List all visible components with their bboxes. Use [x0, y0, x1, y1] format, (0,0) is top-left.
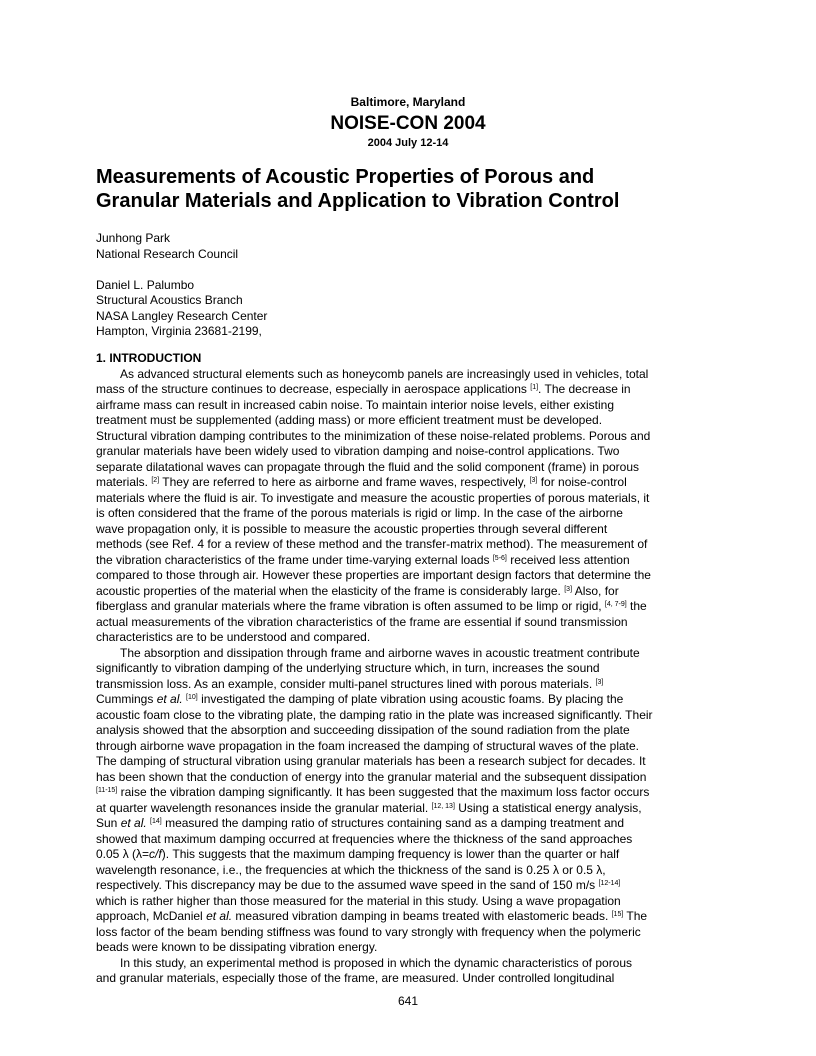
- author-name: Junhong Park: [96, 231, 171, 245]
- text-line: methods (see Ref. 4 for a review of these method and the transfer-matrix method). The measurement of: [96, 537, 648, 551]
- section-heading: 1. INTRODUCTION: [96, 351, 202, 365]
- text-line: Cummings et al. [10] investigated the damping of plate vibration using acoustic foams. By placing the: [96, 692, 624, 706]
- italic-term: et al.: [206, 909, 233, 923]
- text-line: acoustic properties of the material when the elasticity of the frame is considerably large. [3] Also, for: [96, 583, 619, 598]
- text-line: has been shown that the conduction of energy into the granular material and the subsequent dissipation: [96, 769, 647, 784]
- text-line: significantly to vibration damping of the underlying structure which, in turn, increases the sound: [96, 661, 600, 675]
- author-affiliation: NASA Langley Research Center: [96, 308, 268, 323]
- citation-ref: [15]: [611, 911, 624, 918]
- citation-ref: [10]: [186, 694, 198, 701]
- text-line: characteristics are to be understood and compared.: [96, 630, 371, 644]
- text-line: materials where the fluid is air. To investigate and measure the acoustic properties of porous materials, it: [96, 490, 650, 505]
- text-line: granular materials have been widely used to vibration damping and noise-control applications. Two: [96, 444, 620, 458]
- author-address: Hampton, Virginia 23681-2199,: [96, 324, 262, 338]
- italic-term: et al.: [120, 816, 147, 830]
- text-line: showed that maximum damping occurred at frequencies where the thickness of the sand approaches: [96, 831, 633, 846]
- body-text: [96, 351, 720, 987]
- paragraph: [96, 956, 720, 987]
- text-line: respectively. This discrepancy may be due to the assumed wave speed in the sand of 150 m/s [12-14]: [96, 878, 621, 892]
- citation-ref: [3]: [529, 477, 538, 484]
- text-line: separate dilatational waves can propagate through the fluid and the solid component (frame) in porous: [96, 459, 640, 474]
- author-affiliation: National Research Council: [96, 246, 239, 261]
- text-line: the vibration characteristics of the frame under time-varying external loads [5-6] received less attention: [96, 552, 630, 567]
- text-line: Structural vibration damping contributes to the minimization of these noise-related problems. Porous and: [96, 428, 651, 443]
- text-line: which is rather higher than those measured for the material in this study. Using a wave propagation: [96, 893, 621, 908]
- text-line: The damping of structural vibration using granular materials has been a research subject for decades. It: [96, 754, 646, 768]
- conference-location: Baltimore, Maryland: [350, 95, 466, 109]
- text-line: materials. [2] They are referred to here as airborne and frame waves, respectively, [3] for noise-control: [96, 475, 627, 489]
- author-name: Daniel L. Palumbo: [96, 277, 195, 292]
- italic-term: c/f: [149, 847, 162, 861]
- citation-ref: [2]: [151, 477, 160, 484]
- conference-name: NOISE-CON 2004: [330, 113, 486, 134]
- text-line: actual measurements of the vibration characteristics of the frame are essential if sound transmission: [96, 614, 628, 629]
- text-line: transmission loss. As an example, consider multi-panel structures lined with porous materials. [3]: [96, 676, 604, 691]
- author-list: [96, 231, 267, 340]
- text-line: wavelength resonance, i.e., the frequencies at which the thickness of the sand is 0.25 λ or 0.5 λ,: [96, 862, 606, 877]
- text-line: Sun et al. [14] measured the damping ratio of structures containing sand as a damping treatment and: [96, 816, 625, 830]
- text-line: As advanced structural elements such as honeycomb panels are increasingly used in vehicles, total: [120, 366, 649, 381]
- citation-ref: [14]: [150, 818, 162, 825]
- text-line: analysis showed that the absorption and succeeding dissipation of the sound radiation from the plate: [96, 723, 630, 737]
- text-line: [11-15] raise the vibration damping significantly. It has been suggested that the maximum loss factor occurs: [96, 785, 650, 799]
- citation-ref: [3]: [595, 678, 604, 686]
- text-line: beads were known to be dissipating vibration energy.: [96, 940, 378, 954]
- conference-dates: 2004 July 12-14: [367, 137, 449, 149]
- citation-ref: [12-14]: [598, 880, 621, 887]
- paragraph: [96, 367, 720, 646]
- citation-ref: [4, 7-9]: [604, 601, 627, 608]
- citation-ref: [11-15]: [96, 787, 118, 794]
- paper-title: [96, 165, 736, 213]
- citation-ref: [1]: [530, 384, 539, 391]
- text-line: airframe mass can result in increased cabin noise. To maintain interior noise levels, either existing: [96, 397, 615, 412]
- title-line: Measurements of Acoustic Properties of Porous and: [96, 166, 595, 188]
- text-line: and granular materials, especially those of the frame, are measured. Under controlled longitudinal: [96, 971, 615, 985]
- author-block: [96, 278, 267, 340]
- citation-ref: [12, 13]: [431, 802, 455, 810]
- text-line: mass of the structure continues to decrease, especially in aerospace applications [1]. The decrease in: [96, 382, 631, 396]
- section-paragraphs: [96, 367, 720, 987]
- text-line: In this study, an experimental method is proposed in which the dynamic characteristics of porous: [120, 955, 633, 970]
- text-line: compared to those through air. However these properties are important design factors that determine the: [96, 568, 651, 582]
- text-line: is often considered that the frame of the porous materials is rigid or limp. In the case of the airborne: [96, 506, 623, 520]
- text-line: approach, McDaniel et al. measured vibration damping in beams treated with elastomeric beads. [15] The: [96, 909, 648, 923]
- text-line: treatment must be supplemented (adding mass) or more efficient treatment must be developed.: [96, 413, 603, 427]
- citation-ref: [3]: [564, 585, 573, 593]
- text-line: at quarter wavelength resonances inside the granular material. [12, 13] Using a statistical energy analysis,: [96, 800, 642, 815]
- text-line: loss factor of the beam bending stiffness was found to vary strongly with frequency when the polymeric: [96, 924, 641, 939]
- author-affiliation: Structural Acoustics Branch: [96, 293, 243, 307]
- text-line: 0.05 λ (λ=c/f). This suggests that the maximum damping frequency is lower than the quarter or half: [96, 847, 620, 861]
- text-line: wave propagation only, it is possible to measure the acoustic properties through several different: [96, 521, 608, 536]
- text-line: The absorption and dissipation through frame and airborne waves in acoustic treatment contribute: [120, 645, 640, 660]
- page-number: 641: [397, 994, 419, 1008]
- paragraph: [96, 646, 720, 956]
- text-line: acoustic foam close to the vibrating plate, the damping ratio in the plate was increased significantly. Their: [96, 707, 653, 722]
- citation-ref: [5-6]: [492, 554, 507, 562]
- author-block: [96, 231, 267, 262]
- italic-term: et al.: [156, 692, 183, 706]
- text-line: through airborne wave propagation in the foam increased the damping of structural waves of the plate.: [96, 738, 639, 753]
- text-line: fiberglass and granular materials where the frame vibration is often assumed to be limp or rigid, [4, 7-9] the: [96, 599, 647, 613]
- title-line: Granular Materials and Application to Vibration Control: [96, 190, 620, 212]
